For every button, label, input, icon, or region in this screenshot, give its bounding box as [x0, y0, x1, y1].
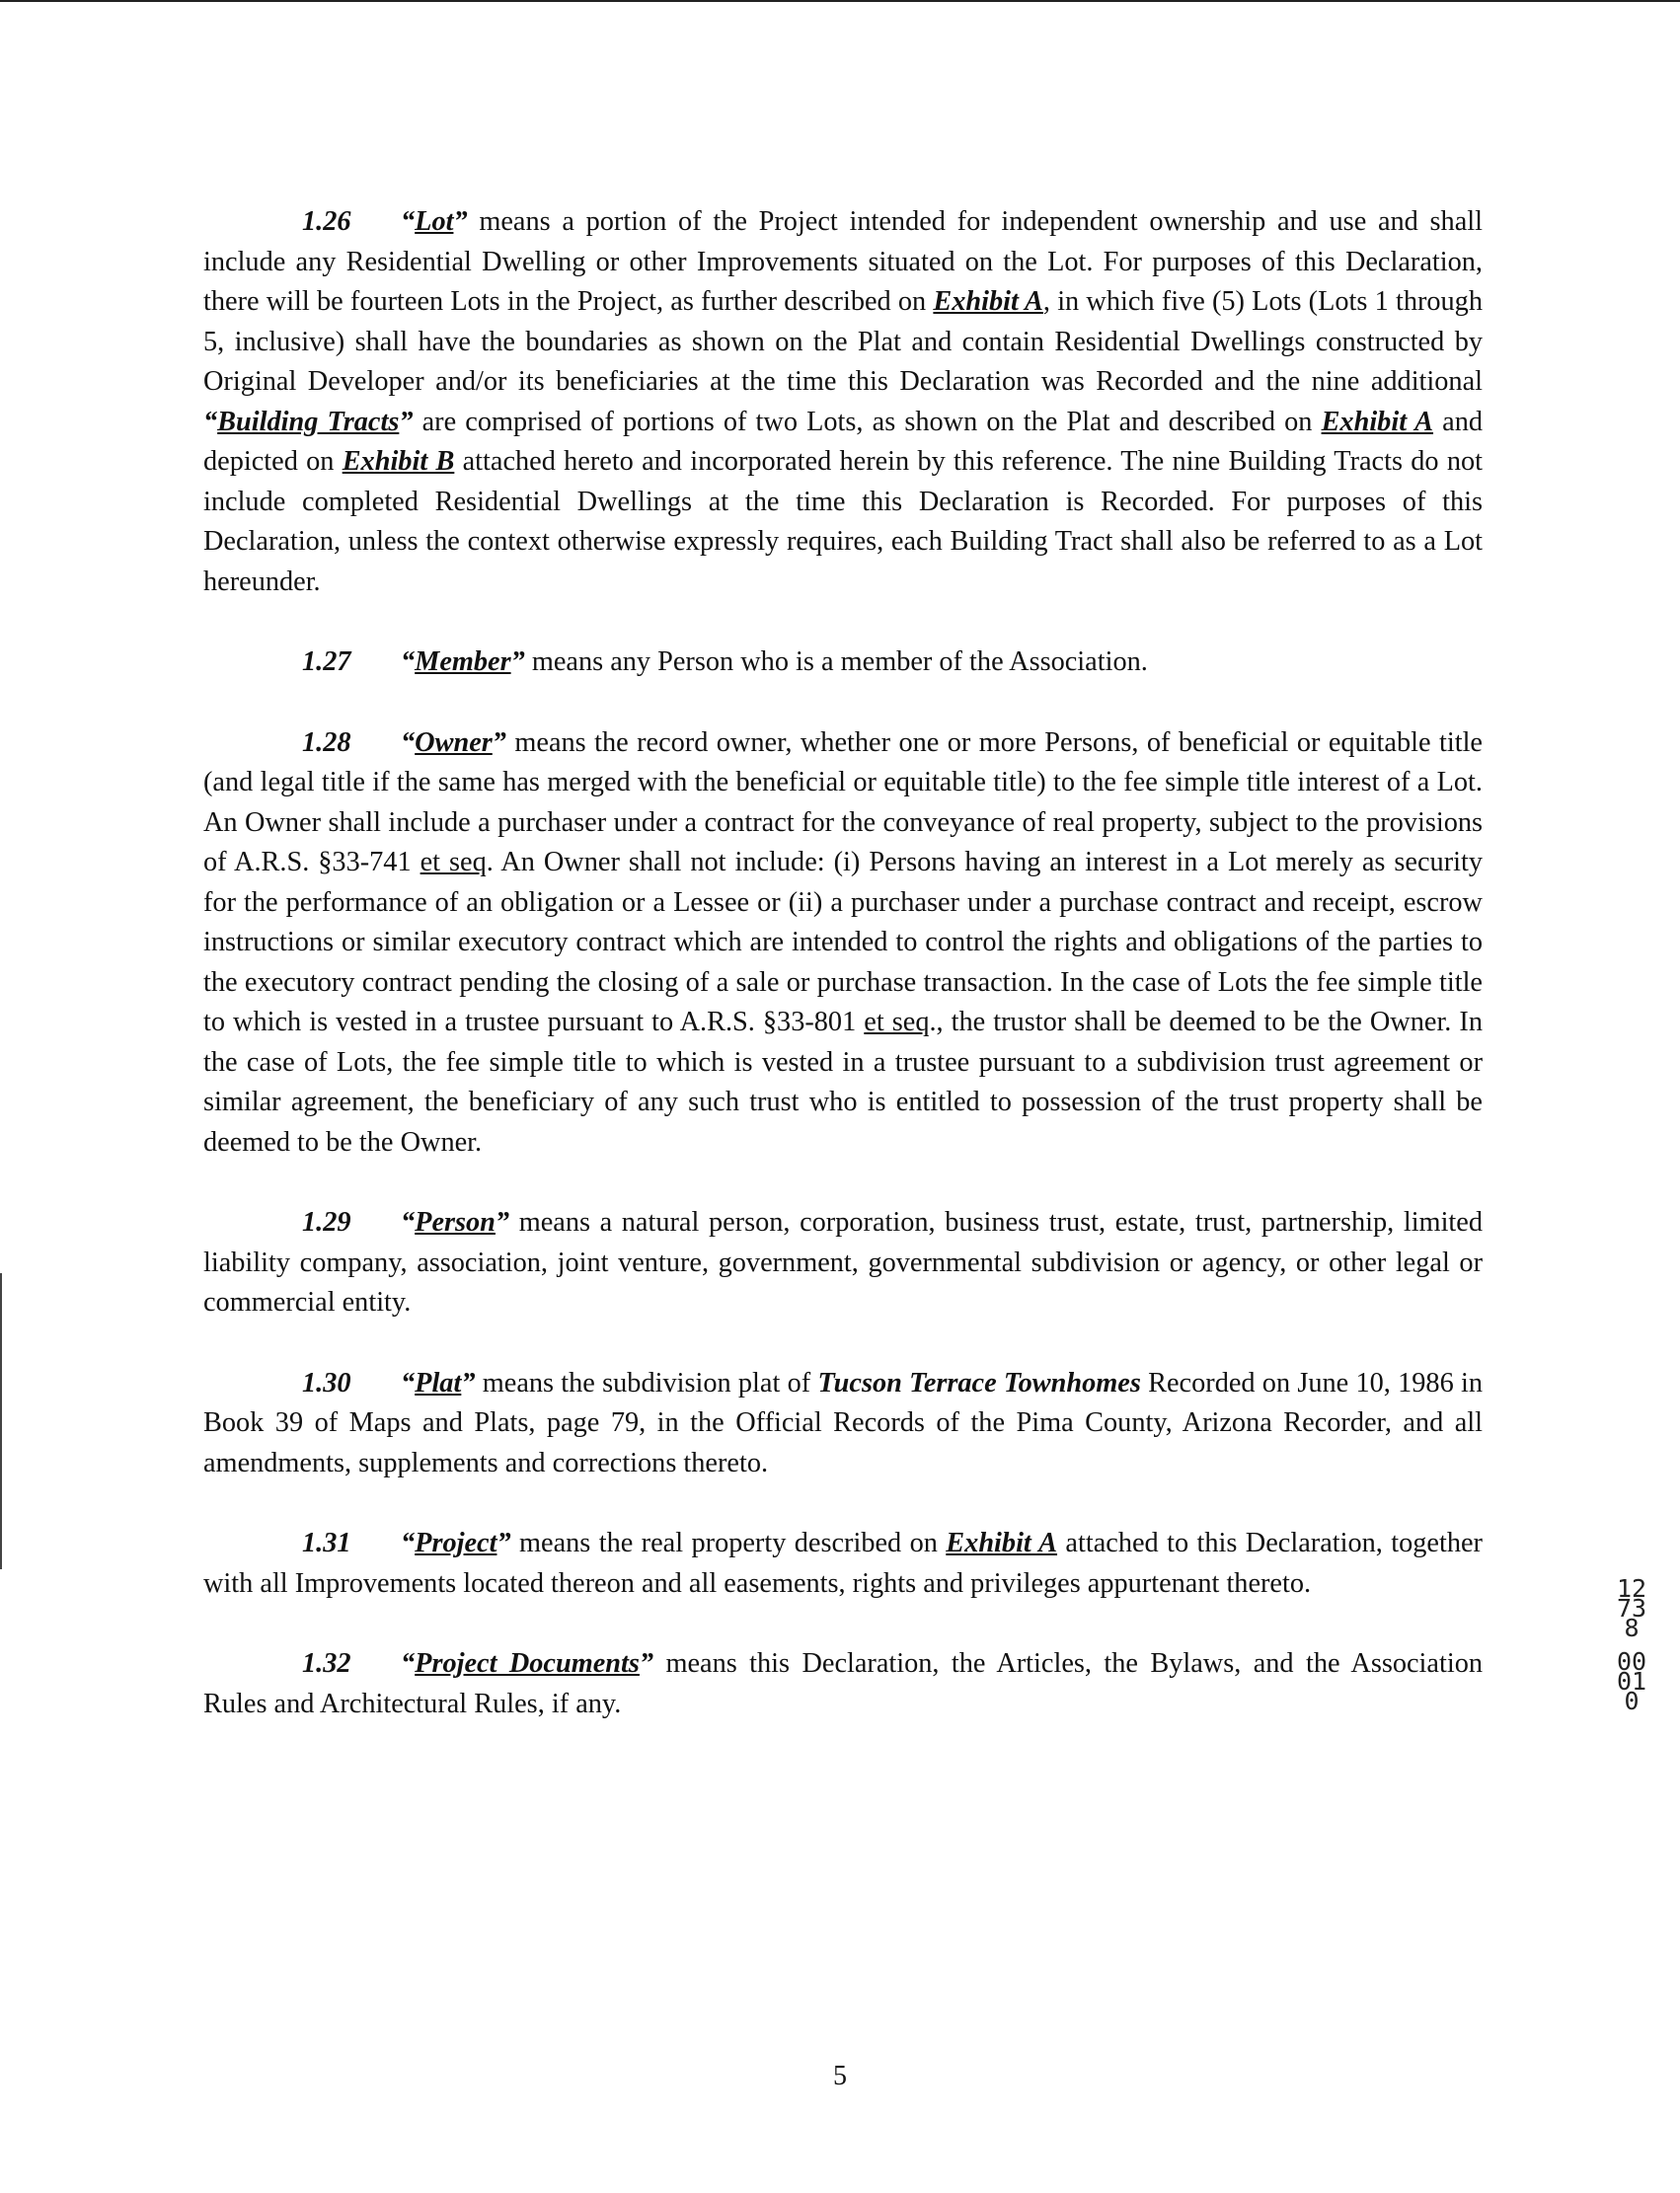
- section-1-26: [203, 202, 1483, 602]
- section-1-29: [203, 1203, 1483, 1323]
- section-text: means any Person who is a member of the Association.: [524, 646, 1148, 677]
- et-seq-citation: et seq: [420, 847, 487, 877]
- recording-stamp-bottom: 00010: [1616, 1647, 1647, 1715]
- section-text: and depicted on: [203, 406, 1483, 477]
- defined-term-member: Member: [415, 646, 511, 677]
- quote-open: “: [401, 1207, 416, 1238]
- quote-close: ”: [461, 1367, 476, 1399]
- section-text: means the record owner, whether one or more Persons, of beneficial or equitable title (and legal title if the same has merged with the beneficial or equitable title) to the fee simple title interest of a Lot. An Owner shall include a purchaser under a contract for the conveyance of real property, subject to the provisions of A.R.S. §33-741: [203, 726, 1483, 877]
- section-1-32: [203, 1644, 1483, 1724]
- section-text: means this Declaration, the Articles, the Bylaws, and the Association Rules and Architectural Rules, if any.: [203, 1648, 1483, 1719]
- recording-stamp: [1615, 1574, 1648, 1725]
- exhibit-reference: Exhibit A: [933, 286, 1043, 317]
- defined-term-plat: Plat: [415, 1367, 462, 1399]
- section-number: 1.28: [302, 726, 351, 758]
- exhibit-reference: Exhibit A: [946, 1528, 1058, 1558]
- quote-open: “: [203, 406, 218, 437]
- section-text: attached hereto and incorporated herein by this reference. The nine Building Tracts do not include completed Residential Dwellings at the time this Declaration is Recorded. For purposes of this Declaration, unless the context otherwise expressly requires, each Building Tract shall also be referred to as a Lot hereunder.: [203, 446, 1483, 597]
- quote-open: “: [401, 1648, 416, 1679]
- quote-open: “: [401, 1367, 416, 1399]
- section-text: means the subdivision plat of: [475, 1367, 818, 1399]
- quote-close: ”: [492, 726, 506, 758]
- section-text: . An Owner shall not include: (i) Persons having an interest in a Lot merely as security for the performance of an obligation or a Lessee or (ii) a purchaser under a purchase contract and receipt, escrow instructions or similar executory contract which are intended to control the rights and obligations of the parties to the executory contract pending the closing of a sale or purchase transaction. In the case of Lots the fee simple title to which is vested in a trustee pursuant to A.R.S. §33-801: [203, 847, 1483, 1037]
- top-scan-border: [0, 0, 1680, 2]
- section-text: means a natural person, corporation, business trust, estate, trust, partnership, limited liability company, association, joint venture, government, governmental subdivision or agency, or other legal or commercial entity.: [203, 1207, 1483, 1318]
- quote-close: ”: [510, 646, 525, 677]
- section-number: 1.30: [302, 1367, 351, 1399]
- quote-open: “: [401, 206, 416, 237]
- section-1-31: [203, 1524, 1483, 1604]
- quote-open: “: [401, 1528, 416, 1558]
- quote-close: ”: [496, 1528, 511, 1558]
- section-number: 1.27: [302, 646, 351, 677]
- left-scan-mark: [0, 1273, 2, 1569]
- section-1-27: [203, 643, 1483, 683]
- document-body: [203, 202, 1483, 1765]
- et-seq-citation: et seq: [864, 1007, 930, 1037]
- defined-term-building-tracts: Building Tracts: [217, 406, 400, 437]
- section-number: 1.29: [302, 1207, 351, 1238]
- defined-term-project-documents: Project Documents: [415, 1648, 640, 1679]
- defined-term-lot: Lot: [415, 206, 454, 237]
- section-text: attached to this Declaration, together with all Improvements located thereon and all easements, rights and privileges appurtenant thereto.: [203, 1528, 1483, 1599]
- quote-close: ”: [453, 206, 468, 237]
- quote-open: “: [401, 646, 416, 677]
- section-number: 1.26: [302, 206, 351, 237]
- subdivision-name: Tucson Terrace Townhomes: [817, 1367, 1141, 1399]
- section-text: , in which five (5) Lots (Lots 1 through 5, inclusive) shall have the boundaries as shown on the Plat and contain Residential Dwellings constructed by Original Developer and/or its beneficiaries at the time this Declaration was Recorded and the nine additional: [203, 286, 1483, 397]
- exhibit-reference: Exhibit A: [1321, 406, 1434, 437]
- section-text: means a portion of the Project intended for independent ownership and use and shall include any Residential Dwelling or other Improvements situated on the Lot. For purposes of this Declaration, there will be fourteen Lots in the Project, as further described on: [203, 206, 1483, 317]
- section-number: 1.31: [302, 1528, 351, 1558]
- page-number: 5: [833, 2061, 847, 2091]
- section-1-28: [203, 723, 1483, 1164]
- exhibit-reference: Exhibit B: [342, 446, 455, 477]
- quote-close: ”: [399, 406, 414, 437]
- section-text: are comprised of portions of two Lots, as shown on the Plat and described on: [413, 406, 1322, 437]
- recording-stamp-top: 12738: [1616, 1574, 1647, 1642]
- section-text: Recorded on June 10, 1986 in Book 39 of Maps and Plats, page 79, in the Official Records of the Pima County, Arizona Recorder, and all amendments, supplements and corrections thereto.: [203, 1367, 1484, 1478]
- section-text: ., the trustor shall be deemed to be the Owner. In the case of Lots, the fee simple title to which is vested in a trustee pursuant to a subdivision trust agreement or similar agreement, the beneficiary of any such trust who is entitled to possession of the trust property shall be deemed to be the Owner.: [203, 1007, 1483, 1158]
- section-1-30: [203, 1364, 1483, 1484]
- defined-term-owner: Owner: [415, 726, 493, 758]
- quote-close: ”: [495, 1207, 510, 1238]
- defined-term-project: Project: [415, 1528, 497, 1558]
- section-text: means the real property described on: [510, 1528, 947, 1558]
- defined-term-person: Person: [415, 1207, 496, 1238]
- quote-close: ”: [639, 1648, 654, 1679]
- section-number: 1.32: [302, 1648, 351, 1679]
- quote-open: “: [401, 726, 416, 758]
